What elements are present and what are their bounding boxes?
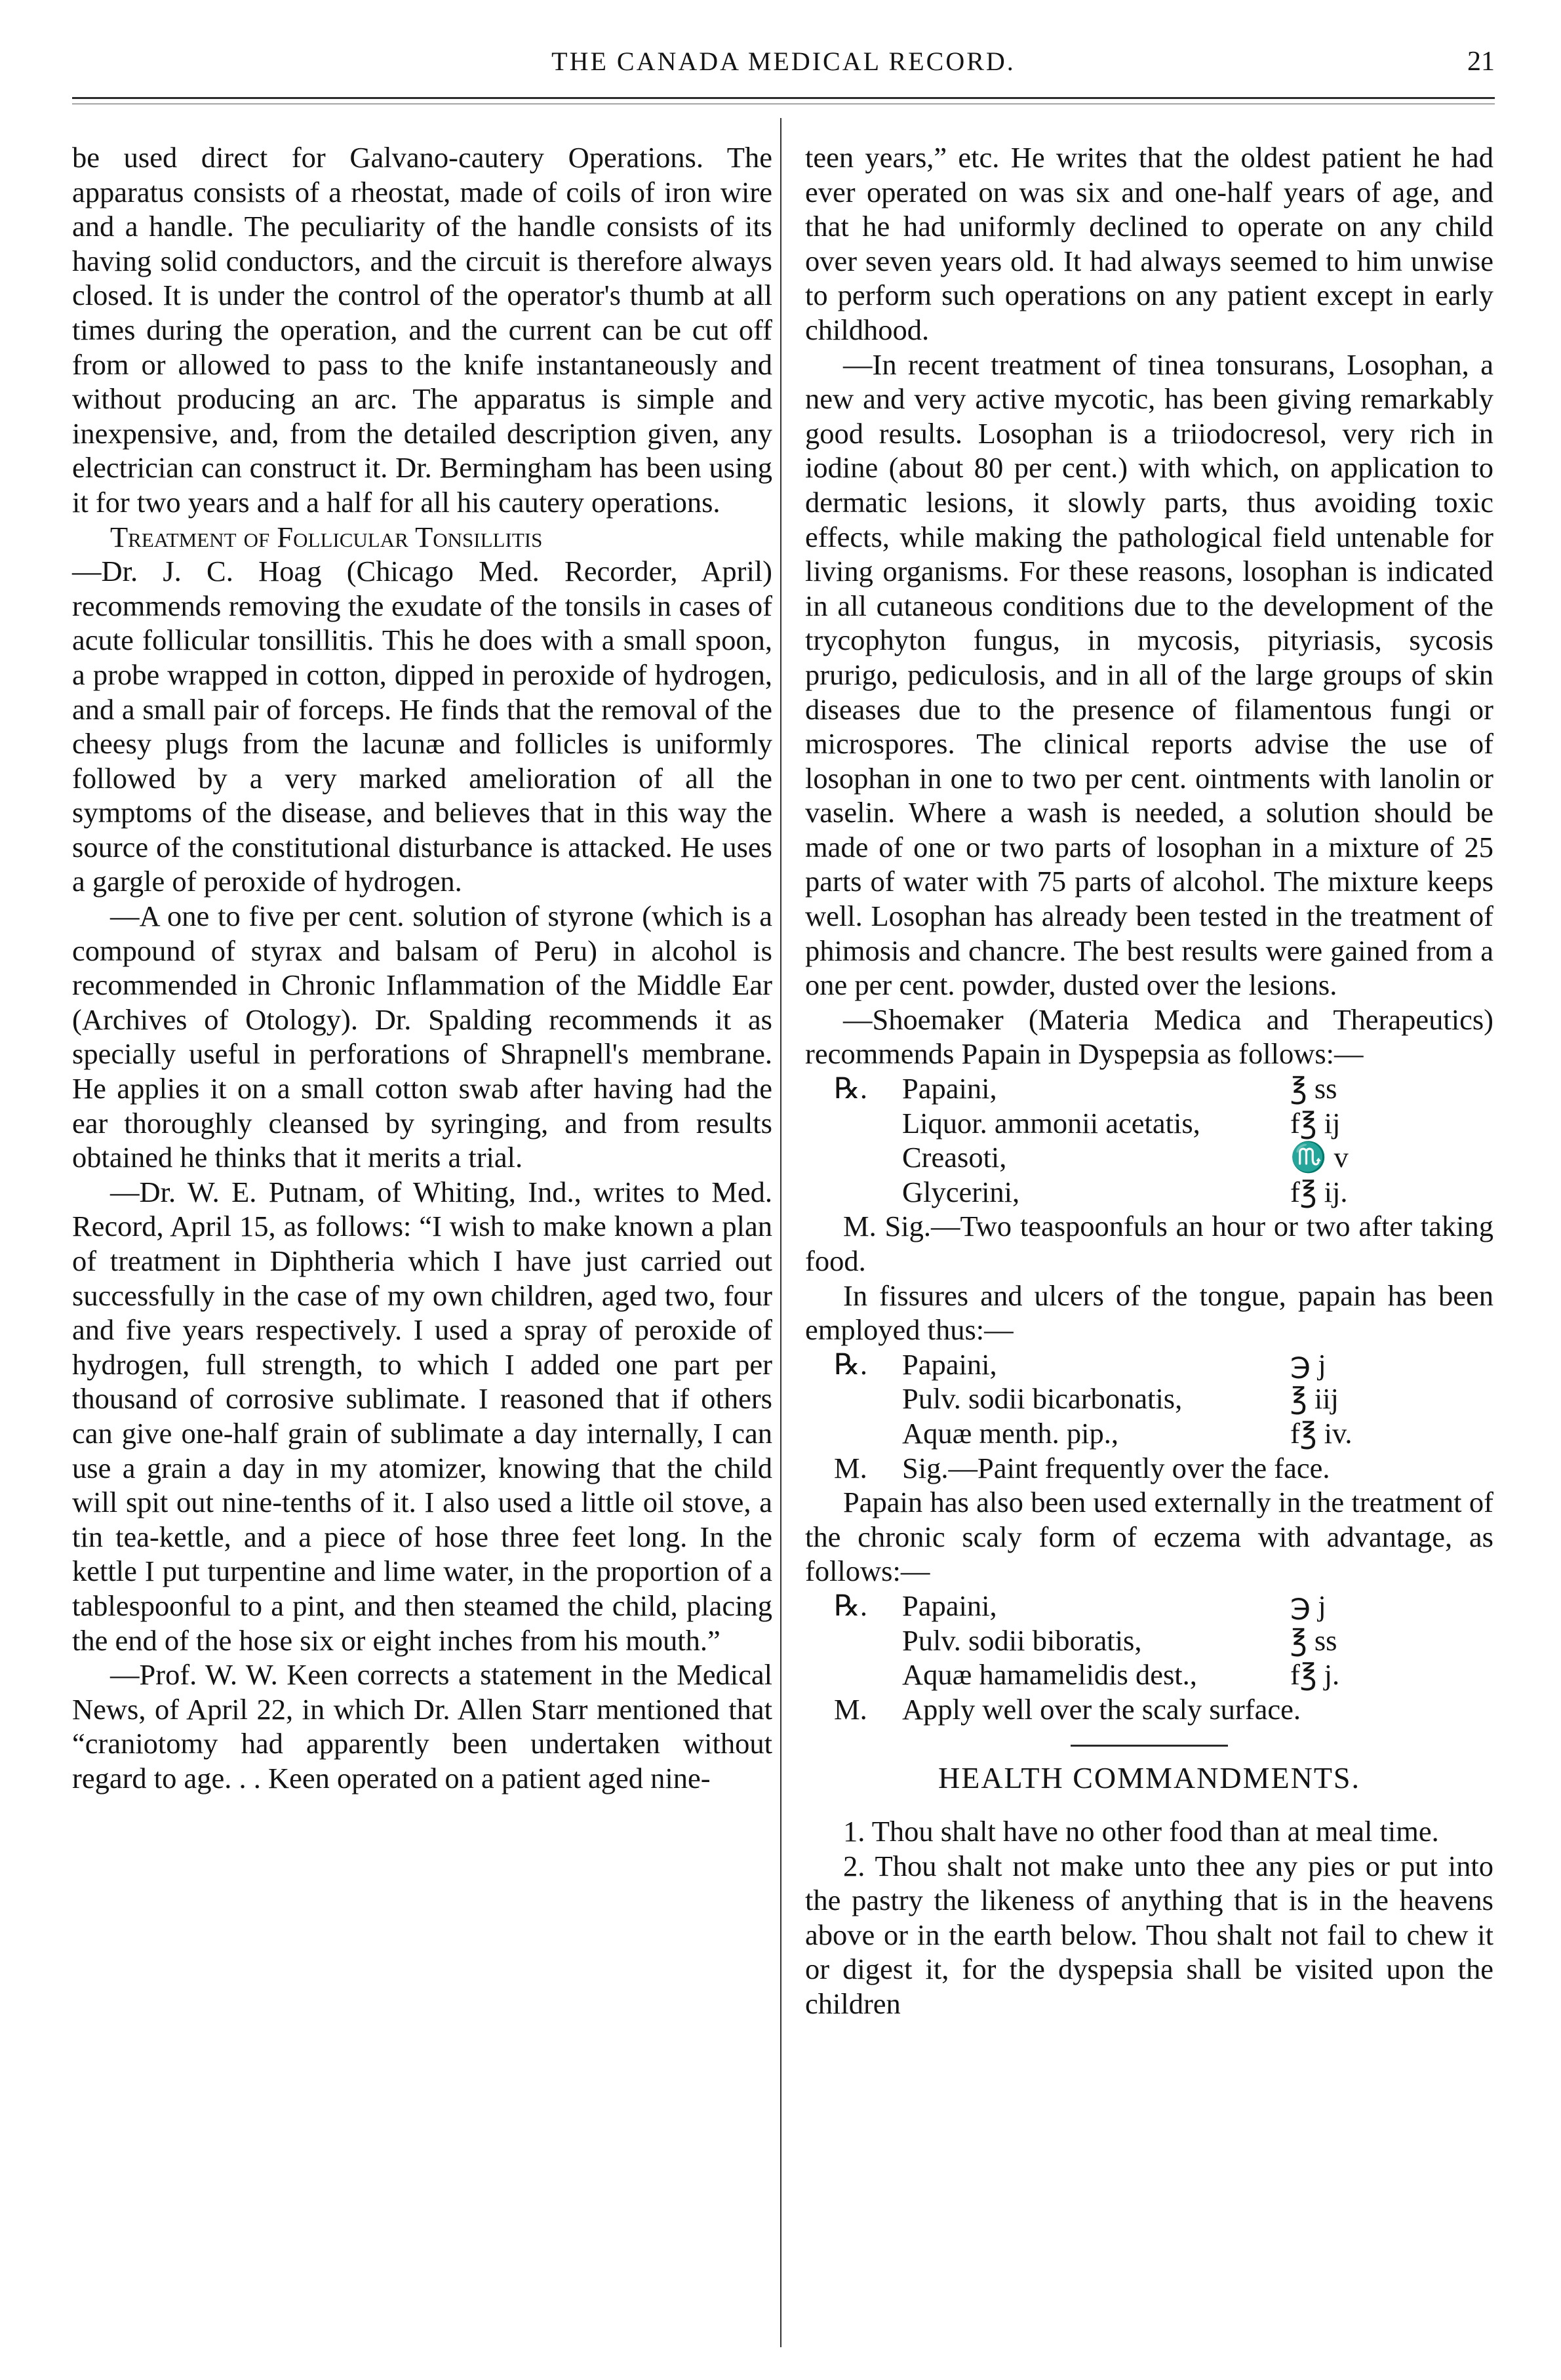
rx-quantity: f℥ ij — [1290, 1106, 1341, 1140]
prescription-dyspepsia — [805, 1071, 1493, 1279]
rx-quantity: f℥ ij. — [1290, 1175, 1348, 1208]
galvano-cautery-paragraph: be used direct for Galvano-cautery Operations. The apparatus consists of a rheostat, made of coils of iron wire and a handle. The peculiarity of the handle consists of its having solid conductors, and the circuit is therefore always closed. It is under the control of the operator's thumb at all times during the operation, and the current can be cut off from or allowed to pass to the knife instantaneously and without producing an arc. The apparatus is simple and inexpensive, and, from the detailed description given, any electrician can construct it. Dr. Bermingham has been using it for two years and a half for all his cautery operations. — [72, 141, 772, 519]
rx-drug: Aquæ menth. pip., — [902, 1416, 1119, 1450]
left-column — [72, 140, 772, 1796]
rx-line — [805, 1106, 1493, 1141]
keen-continuation: teen years,” etc. He writes that the oldest patient he had ever operated on was six and one-half years of age, and that he had uniformly declined to operate on any child over seven years old. It had always seemed to him unwise to perform such operations on any patient except in early childhood. — [805, 141, 1493, 346]
prescription-tongue — [805, 1347, 1493, 1485]
tonsillitis-heading-text: Treatment of Follicular Tonsillitis — [110, 520, 543, 553]
rx-drug: Creasoti, — [902, 1141, 1007, 1174]
section-divider — [1071, 1745, 1228, 1747]
rx-quantity: ℥ iij — [1290, 1382, 1339, 1416]
rx-line — [805, 1692, 1493, 1727]
journal-title: THE CANADA MEDICAL RECORD. — [551, 47, 1016, 76]
rx-signature: M. Sig.—Two teaspoonfuls an hour or two after taking food. — [805, 1210, 1493, 1277]
rx-line — [805, 1140, 1493, 1175]
diphtheria-paragraph: —Dr. W. E. Putnam, of Whiting, Ind., writes to Med. Record, April 15, as follows: “I wish to make known a plan of treatment in Diphtheria which I have just carried out successfully in the case of my own children, aged two, four and five years respectively. I used a spray of peroxide of hydrogen, full strength, to which I added one part per thousand of corrosive sublimate. I reasoned that if others can give one-half grain of sublimate a day internally, I can use a grain a day in my atomizer, knowing that the child will spit out nine-tenths of it. I also used a little oil stove, a tin tea-kettle, and a piece of hose three feet long. In the kettle I put turpentine and lime water, in the proportion of a tablespoonful to a pint, and then steamed the child, placing the end of the hose six or eight inches from his mouth.” — [72, 1175, 772, 1657]
losophan-paragraph: —In recent treatment of tinea tonsurans, Losophan, a new and very active mycotic, has been giving remarkably good results. Losophan is a triiodocresol, very rich in iodine (about 80 per cent.) with which, on application to dermatic lesions, it slowly parts, thus avoiding toxic effects, while making the pathological field untenable for living organisms. For these reasons, losophan is indicated in all cutaneous conditions due to the development of the trycophyton fungus, in mycosis, pityriasis, sycosis prurigo, pediculosis, and in all of the large groups of skin diseases due to the presence of filamentous fungi or microspores. The clinical reports advise the use of losophan in one to two per cent. ointments with lanolin or vaselin. Where a wash is needed, a solution should be made of one or two parts of losophan in a mixture of 25 parts of water with 75 parts of alcohol. The mixture keeps well. Losophan has already been tested in the treatment of phimosis and chancre. The best results were gained from a one per cent. powder, dusted over the lesions. — [805, 347, 1493, 1002]
commandments-list — [805, 1814, 1493, 2021]
rx-drug: Pulv. sodii bicarbonatis, — [902, 1382, 1183, 1416]
rx-line — [805, 1175, 1493, 1210]
rx-quantity: ℈ j — [1290, 1347, 1326, 1381]
rx-line — [805, 1589, 1493, 1623]
rx-line — [805, 1623, 1493, 1658]
prescription-eczema — [805, 1589, 1493, 1726]
rx-line — [805, 1381, 1493, 1416]
rx-quantity: f℥ iv. — [1290, 1416, 1353, 1450]
right-column — [805, 140, 1493, 2021]
papain-intro: —Shoemaker (Materia Medica and Therapeutics) recommends Papain in Dyspepsia as follows:— — [805, 1002, 1493, 1071]
rx-mix-label: M. — [834, 1692, 867, 1726]
rx-line — [805, 1071, 1493, 1106]
page-header — [72, 46, 1495, 79]
rx-signature: Sig.—Paint frequently over the face. — [902, 1451, 1330, 1484]
rx-line — [805, 1451, 1493, 1486]
rx-quantity: ℥ ss — [1290, 1623, 1337, 1657]
rx-line — [805, 1416, 1493, 1451]
tongue-paragraph: In fissures and ulcers of the tongue, papain has been employed thus:— — [805, 1279, 1493, 1347]
styrone-paragraph: —A one to five per cent. solution of styrone (which is a compound of styrax and balsam of Peru) in alcohol is recommended in Chronic Inflammation of the Middle Ear (Archives of Otology). Dr. Spalding recommends it as specially useful in perforations of Shrapnell's membrane. He applies it on a small cotton swab after having had the ear thoroughly cleansed by syringing, and from results obtained he thinks that it merits a trial. — [72, 900, 772, 1174]
rx-quantity: ℈ j — [1290, 1589, 1326, 1622]
rx-symbol: ℞. — [834, 1589, 868, 1622]
rx-symbol: ℞. — [834, 1072, 868, 1105]
keen-paragraph: —Prof. W. W. Keen corrects a statement in the Medical News, of April 22, in which Dr. Allen Starr mentioned that “craniotomy had apparently been undertaken without regard to age. . . Keen operated on a patient aged nine- — [72, 1658, 772, 1795]
section-title: HEALTH COMMANDMENTS. — [938, 1761, 1360, 1795]
rx-line — [805, 1347, 1493, 1382]
commandment-2: 2. Thou shalt not make unto thee any pies or put into the pastry the likeness of anything that is in the heavens above or in the earth below. Thou shalt not fail to chew it or digest it, for the dyspepsia shall be visited upon the children — [805, 1849, 1493, 2020]
page-number: 21 — [1467, 47, 1495, 77]
rx-drug: Pulv. sodii biboratis, — [902, 1623, 1142, 1657]
rx-quantity: f℥ j. — [1290, 1658, 1340, 1692]
rx-quantity: ℥ ss — [1290, 1072, 1337, 1105]
rx-drug: Aquæ hamamelidis dest., — [902, 1658, 1197, 1692]
column-divider — [780, 118, 781, 2347]
rx-line — [805, 1657, 1493, 1692]
commandment-1: 1. Thou shalt have no other food than at meal time. — [843, 1814, 1439, 1848]
tonsillitis-paragraph: —Dr. J. C. Hoag (Chicago Med. Recorder, April) recommends removing the exudate of the tonsils in cases of acute follicular tonsillitis. This he does with a small spoon, a probe wrapped in cotton, dipped in peroxide of hydrogen, and a small pair of forceps. He finds that the removal of the cheesy plugs from the lacunæ and follicles is uniformly followed by a very marked amelioration of all the symptoms of the disease, and believes that in this way the source of the constitutional disturbance is attacked. He uses a gargle of peroxide of hydrogen. — [72, 555, 772, 898]
rx-quantity: ♏ v — [1290, 1141, 1349, 1174]
rx-drug: Glycerini, — [902, 1175, 1020, 1208]
rx-drug: Liquor. ammonii acetatis, — [902, 1106, 1200, 1140]
tonsillitis-heading — [72, 520, 772, 555]
rx-drug: Papaini, — [902, 1589, 997, 1622]
rx-symbol: ℞. — [834, 1347, 868, 1381]
rx-drug: Papaini, — [902, 1347, 997, 1381]
eczema-paragraph: Papain has also been used externally in the treatment of the chronic scaly form of eczema with advantage, as follows:— — [805, 1486, 1493, 1588]
rx-signature: Apply well over the scaly surface. — [902, 1692, 1301, 1726]
rx-mix-label: M. — [834, 1451, 867, 1484]
rx-drug: Papaini, — [902, 1072, 997, 1105]
header-rule — [72, 97, 1495, 99]
